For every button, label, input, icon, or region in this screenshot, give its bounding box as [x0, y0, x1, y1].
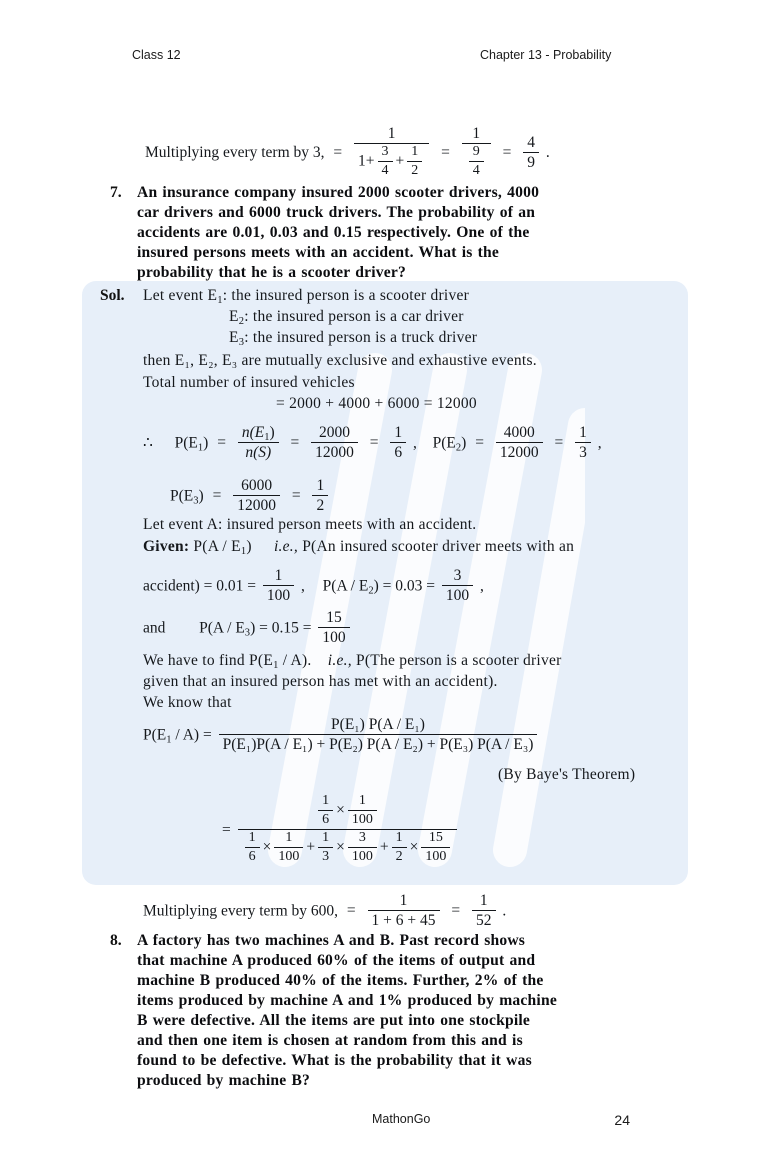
- pe1-frac-num-close: ): [269, 424, 275, 441]
- given-pae1-sub: 1: [240, 545, 247, 557]
- final-big-denominator: [238, 830, 458, 865]
- carryover-frac2-num: 1: [462, 125, 491, 144]
- bayes-fraction: [219, 716, 538, 754]
- pe1-definition-fraction: [238, 424, 279, 462]
- closing-equals: =: [346, 902, 356, 920]
- pe1-res-den: 6: [394, 444, 403, 462]
- pe2-label: P(E: [432, 434, 456, 452]
- question-8-line-6: and then one item is chosen at random from this and is: [137, 1032, 523, 1049]
- pe1-frac-num: [238, 424, 279, 443]
- carryover-fraction-2: [462, 125, 491, 180]
- den-plus-1: +: [365, 153, 375, 171]
- pae2-label: P(A / E: [322, 577, 369, 595]
- pe2-sub: 2: [455, 442, 462, 454]
- closing-period: .: [502, 902, 507, 920]
- carryover-frac2-nested: [469, 144, 484, 178]
- header-class-label: Class 12: [132, 48, 181, 62]
- final-num-times: ×: [336, 801, 345, 819]
- carryover-equals: =: [333, 143, 343, 161]
- t2b-num: 3: [348, 830, 377, 848]
- bayes-denominator: P(E₁)P(A / E₁) + P(E₂) P(A / E₂) + P(E₃) P(A / E₃): [222, 736, 534, 754]
- t1b-num: 1: [274, 830, 303, 848]
- pae2-den: 100: [445, 587, 470, 605]
- closing-fraction-2: [472, 892, 496, 930]
- carryover-frac1-numerator: 1: [354, 125, 429, 144]
- given-line: [143, 538, 574, 556]
- den-plus-2: +: [395, 153, 405, 171]
- carryover-lead: Multiplying every term by 3,: [145, 143, 325, 161]
- question-8-line-7: found to be defective. What is the probability that it was: [137, 1052, 532, 1069]
- t3a-num: 1: [392, 830, 407, 848]
- closing-f2-den: 52: [476, 912, 492, 930]
- pe3-sub: 3: [193, 495, 199, 507]
- pe1-frac-den: n(S): [245, 444, 272, 462]
- page-header: [132, 48, 660, 68]
- accident-fraction: [263, 567, 294, 605]
- and-word: and: [143, 619, 166, 637]
- given-rest: P(An insured scooter driver meets with an: [302, 538, 575, 555]
- accident-comma: ,: [301, 577, 305, 595]
- t3-times: ×: [409, 839, 419, 857]
- t2-times: ×: [336, 839, 345, 857]
- accident-num: 1: [263, 567, 294, 586]
- final-equals: =: [222, 821, 231, 839]
- pae3-fraction: [318, 609, 349, 647]
- carryover-fraction-3: [523, 134, 539, 172]
- event-e3-line: [229, 329, 477, 347]
- pae3-close: ) = 0.15 =: [250, 619, 312, 637]
- pe1-frac-num-text: n(E: [241, 424, 265, 441]
- pe1-val-num: 2000: [311, 424, 358, 443]
- event-e3-lead: E: [229, 329, 239, 346]
- pe3-val-num: 6000: [233, 477, 280, 496]
- final-den-t1-a: [245, 830, 260, 864]
- we-know-line: We know that: [143, 694, 232, 711]
- pae2-sub: 2: [368, 585, 374, 597]
- find-rest: P(The person is a scooter driver: [355, 652, 562, 669]
- pe3-label: P(E: [170, 487, 194, 505]
- question-8-line-2: that machine A produced 60% of the items of output and: [137, 952, 536, 969]
- den-frac-b: [378, 144, 393, 178]
- bayes-lhs-sub: 1: [166, 734, 172, 746]
- nested-den: 4: [472, 163, 480, 179]
- event-e2-sub: 2: [238, 315, 245, 327]
- pe2-res-num: 1: [575, 424, 591, 443]
- den-frac-c: [407, 144, 422, 178]
- pe2-value-fraction: [496, 424, 543, 462]
- den-frac-b-den: 4: [381, 163, 389, 179]
- pe3-res-num: 1: [312, 477, 328, 496]
- pae3-den: 100: [322, 629, 346, 647]
- pe1-equals: =: [217, 434, 226, 452]
- closing-lead: Multiplying every term by 600,: [143, 902, 339, 920]
- pe1-value-fraction: [311, 424, 358, 462]
- numeric-substitution-row: [222, 795, 460, 867]
- t2b-den: 100: [351, 849, 373, 865]
- carryover-equals-3: =: [502, 143, 512, 161]
- question-8-number: 8.: [110, 932, 122, 949]
- bayes-credit: (By Baye's Theorem): [498, 766, 636, 783]
- final-num-f2-num: 1: [348, 793, 377, 811]
- event-e1-line: [143, 287, 469, 305]
- given-pae1-close: ): [246, 538, 252, 555]
- question-7-line-2: car drivers and 6000 truck drivers. The probability of an: [137, 204, 536, 221]
- closing-f1-den: 1 + 6 + 45: [371, 912, 436, 930]
- closing-f1-num: 1: [368, 892, 440, 911]
- pae2-num: 3: [442, 567, 473, 586]
- carryover-frac3-den: 9: [527, 153, 536, 171]
- final-den-t3-a: [392, 830, 407, 864]
- question-7-line-4: insured persons meets with an accident. What is the: [137, 244, 500, 261]
- and-pae3-row: [143, 610, 353, 648]
- carryover-fraction-1: [354, 125, 429, 180]
- given-ie: i.e.,: [274, 538, 299, 555]
- event-e3-rest: : the insured person is a truck driver: [244, 329, 478, 346]
- pe2-val-den: 12000: [499, 444, 539, 462]
- final-den-t3-b: [421, 830, 450, 864]
- den-frac-c-num: 1: [407, 144, 422, 162]
- event-e2-lead: E: [229, 308, 239, 325]
- pe3-res-den: 2: [316, 497, 325, 515]
- den-term-a: 1: [358, 153, 366, 171]
- pe3-equals: =: [212, 487, 222, 505]
- final-den-t1-b: [274, 830, 303, 864]
- pe1-val-den: 12000: [315, 444, 354, 462]
- pe1-sub: 1: [197, 442, 204, 454]
- pae2-fraction: [442, 567, 473, 605]
- pe2-equals: =: [475, 434, 484, 452]
- event-e2-rest: : the insured person is a car driver: [244, 308, 464, 325]
- find-sub: 1: [273, 659, 279, 671]
- total-vehicles-label: Total number of insured vehicles: [143, 374, 355, 391]
- den-frac-b-num: 3: [378, 144, 393, 162]
- closing-f2-num: 1: [472, 892, 496, 911]
- footer-page-number: 24: [614, 1112, 630, 1128]
- pe3-value-fraction: [233, 477, 280, 515]
- t3b-den: 100: [425, 849, 447, 865]
- question-7-number: 7.: [110, 184, 122, 201]
- total-vehicles-value: = 2000 + 4000 + 6000 = 12000: [276, 395, 477, 412]
- t3b-num: 15: [421, 830, 450, 848]
- bayes-formula-row: [143, 717, 540, 755]
- final-big-fraction: [238, 794, 458, 866]
- event-e1-lead: Let event E: [143, 287, 218, 304]
- mutually-exclusive-line: then E₁, E₂, E₃ are mutually exclusive and exhaustive events.: [143, 352, 537, 369]
- t3a-den: 2: [395, 849, 403, 865]
- question-7-line-3: accidents are 0.01, 0.03 and 0.15 respectively. One of the: [137, 224, 530, 241]
- t1-times: ×: [262, 839, 272, 857]
- bayes-numerator: P(E₁) P(A / E₁): [219, 716, 538, 735]
- pe2-equals-2: =: [554, 434, 564, 452]
- pe2-val-num: 4000: [496, 424, 543, 443]
- pe2-result-fraction: [575, 424, 591, 462]
- solution-label: Sol.: [100, 287, 125, 304]
- final-den-plus-1: +: [306, 839, 316, 857]
- pe3-result-fraction: [312, 477, 328, 515]
- t1a-num: 1: [245, 830, 260, 848]
- accident-den: 100: [266, 587, 291, 605]
- carryover-frac3-num: 4: [523, 134, 539, 153]
- event-e2-line: [229, 308, 464, 326]
- pe1-res-num: 1: [390, 424, 406, 443]
- pe3-equals-2: =: [291, 487, 301, 505]
- event-e1-sub: 1: [217, 294, 223, 306]
- carryover-frac1-denominator: [354, 144, 429, 179]
- pae3-label: P(A / E: [199, 619, 245, 637]
- pe2-close: ): [461, 434, 467, 452]
- nested-num: 9: [469, 144, 484, 162]
- question-8-line-3: machine B produced 40% of the items. Further, 2% of the: [137, 972, 544, 989]
- t1b-den: 100: [278, 849, 300, 865]
- final-num-frac-2: [348, 793, 377, 827]
- t2a-den: 3: [322, 849, 330, 865]
- pe2-comma: ,: [597, 434, 602, 452]
- event-a-line: Let event A: insured person meets with an accident.: [143, 516, 477, 533]
- accident-word: accident) = 0.01 =: [143, 577, 257, 595]
- pe1-comma: ,: [413, 434, 417, 452]
- question-8-line-5: B were defective. All the items are put into one stockpile: [137, 1012, 531, 1029]
- carryover-equation-line: [145, 126, 550, 181]
- carryover-equals-2: =: [441, 143, 450, 161]
- final-num-f2-den: 100: [351, 811, 373, 827]
- carryover-frac2-den: [462, 144, 491, 179]
- pe3-val-den: 12000: [237, 497, 276, 515]
- t1a-den: 6: [248, 849, 256, 865]
- header-chapter-label: Chapter 13 - Probability: [480, 48, 612, 62]
- final-num-f1-num: 1: [318, 793, 333, 811]
- pae3-sub: 3: [244, 627, 251, 639]
- pe2-res-den: 3: [579, 444, 587, 462]
- pae3-num: 15: [318, 609, 349, 628]
- den-frac-c-den: 2: [411, 163, 419, 179]
- probability-e1-e2-row: [143, 425, 602, 463]
- pae2-close: ) = 0.03 =: [373, 577, 435, 595]
- final-den-t2-b: [348, 830, 377, 864]
- question-8-line-8: produced by machine B?: [137, 1072, 311, 1089]
- probability-e3-row: [170, 478, 331, 516]
- given-label: Given:: [143, 538, 190, 555]
- pe1-close: ): [203, 434, 209, 452]
- therefore-symbol: ∴: [143, 434, 153, 452]
- find-ie: i.e.,: [327, 652, 352, 669]
- event-e1-rest: : the insured person is a scooter driver: [222, 287, 470, 304]
- final-num-f1-den: 6: [322, 811, 330, 827]
- pae2-comma: ,: [479, 577, 484, 595]
- closing-equation-row: [143, 893, 506, 931]
- t2a-num: 1: [318, 830, 333, 848]
- final-den-plus-2: +: [379, 839, 389, 857]
- pe1-equals-3: =: [369, 434, 379, 452]
- final-big-numerator: [238, 794, 458, 830]
- pe3-close: ): [198, 487, 204, 505]
- given-pae1: P(A / E: [193, 538, 241, 555]
- bayes-lhs-lead: P(E: [143, 726, 167, 744]
- question-8-line-1: A factory has two machines A and B. Past record shows: [137, 932, 526, 949]
- footer-brand: MathonGo: [372, 1112, 431, 1126]
- pe1-label: P(E: [174, 434, 198, 452]
- pe1-equals-2: =: [290, 434, 300, 452]
- find-line-2: given that an insured person has met with an accident).: [143, 673, 498, 690]
- pe1-frac-num-sub: 1: [264, 431, 270, 443]
- find-lead: We have to find P(E: [143, 652, 274, 669]
- bayes-lhs-rest: / A) =: [171, 726, 212, 744]
- event-e3-sub: 3: [238, 336, 245, 348]
- final-den-t2-a: [318, 830, 333, 864]
- pe1-result-fraction: [390, 424, 406, 462]
- page-footer: [132, 1112, 660, 1132]
- find-line-1: [143, 652, 562, 670]
- question-7-line-5: probability that he is a scooter driver?: [137, 264, 406, 281]
- question-7-line-1: An insurance company insured 2000 scooter drivers, 4000: [137, 184, 540, 201]
- final-num-frac-1: [318, 793, 333, 827]
- closing-fraction-1: [368, 892, 440, 930]
- find-mid: / A).: [278, 652, 312, 669]
- closing-equals-2: =: [451, 902, 461, 920]
- question-8-line-4: items produced by machine A and 1% produced by machine: [137, 992, 557, 1009]
- accident-probability-row: [143, 568, 484, 606]
- carryover-period: .: [545, 143, 550, 161]
